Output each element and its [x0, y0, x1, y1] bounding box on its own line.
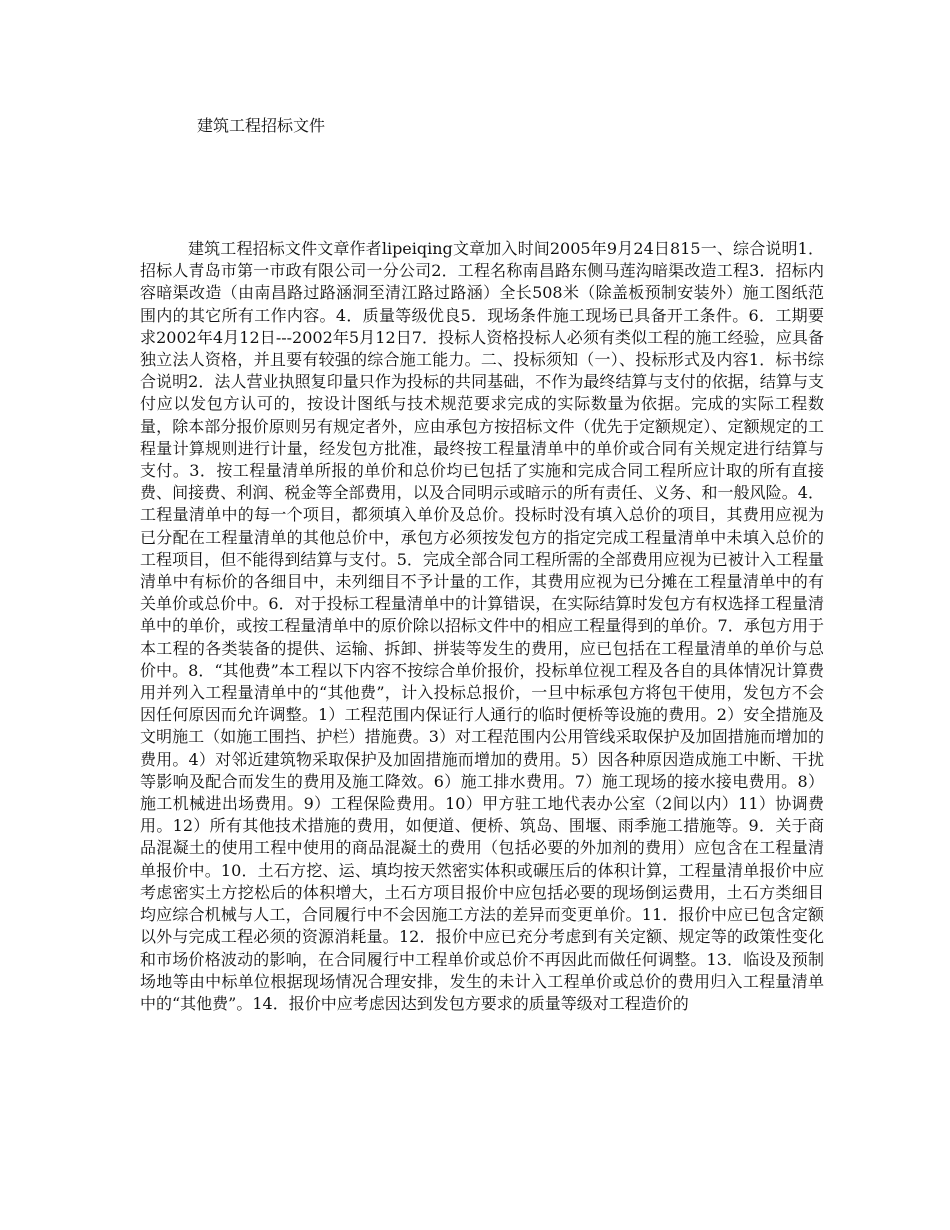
document-body-paragraph: 建筑工程招标文件文章作者lipeiqing文章加入时间2005年9月24日815一、综合说明1．招标人青岛市第一市政有限公司一分公司2．工程名称南昌路东侧马莲沟暗渠改造工程3．招标内容暗渠改造（由南昌路过路涵洞至清江路过路涵）全长508米（除盖板预制安装外）施工图纸范围内的其它所有工作内容。4．质量等级优良5．现场条件施工现场已具备开工条件。6．工期要求2002年4月12日---2002年5月12日7．投标人资格投标人必须有类似工程的施工经验，应具备独立法人资格，并且要有较强的综合施工能力。二、投标须知（一）、投标形式及内容1．标书综合说明2．法人营业执照复印量只作为投标的共同基础，不作为最终结算与支付的依据，结算与支付应以发包方认可的，按设计图纸与技术规范要求完成的实际数量为依据。完成的实际工程数量，除本部分报价原则另有规定者外，应由承包方按招标文件（优先于定额规定）、定额规定的工程量计算规则进行计量，经发包方批准，最终按工程量清单中的单价或合同有关规定进行结算与支付。3．按工程量清单所报的单价和总价均已包括了实施和完成合同工程所应计取的所有直接费、间接费、利润、税金等全部费用，以及合同明示或暗示的所有责任、义务、和一般风险。4．工程量清单中的每一个项目，都须填入单价及总价。投标时没有填入总价的项目，其费用应视为已分配在工程量清单的其他总价中，承包方必须按发包方的指定完成工程量清单中未填入总价的工程项目，但不能得到结算与支付。5．完成全部合同工程所需的全部费用应视为已被计入工程量清单中有标价的各细目中，未列细目不予计量的工作，其费用应视为已分摊在工程量清单中的有关单价或总价中。6．对于投标工程量清单中的计算错误，在实际结算时发包方有权选择工程量清单中的单价，或按工程量清单中的原价除以招标文件中的相应工程量得到的单价。7．承包方用于本工程的各类装备的提供、运输、拆卸、拼装等发生的费用，应已包括在工程量清单的单价与总价中。8．“其他费”本工程以下内容不按综合单价报价，投标单位视工程及各自的具体情况计算费用并列入工程量清单中的“其他费”，计入投标总报价，一旦中标承包方将包干使用，发包方不会因任何原因而允许调整。1）工程范围内保证行人通行的临时便桥等设施的费用。2）安全措施及文明施工（如施工围挡、护栏）措施费。3）对工程范围内公用管线采取保护及加固措施而增加的费用。4）对邻近建筑物采取保护及加固措施而增加的费用。5）因各种原因造成施工中断、干扰等影响及配合而发生的费用及施工降效。6）施工排水费用。7）施工现场的接水接电费用。8）施工机械进出场费用。9）工程保险费用。10）甲方驻工地代表办公室（2间以内）11）协调费用。12）所有其他技术措施的费用，如便道、便桥、筑岛、围堰、雨季施工措施等。9．关于商品混凝土的使用工程中使用的商品混凝土的费用（包括必要的外加剂的费用）应包含在工程量清单报价中。10．土石方挖、运、填均按天然密实体积或碾压后的体积计算，工程量清单报价中应考虑密实土方挖松后的体积增大，土石方项目报价中应包括必要的现场倒运费用，土石方类细目均应综合机械与人工，合同履行中不会因施工方法的差异而变更单价。11．报价中应已包含定额以外与完成工程必须的资源消耗量。12．报价中应已充分考虑到有关定额、规定等的政策性变化和市场价格波动的影响，在合同履行中工程单价或总价不再因此而做任何调整。13．临设及预制场地等由中标单位根据现场情况合理安排，发生的未计入工程单价或总价的费用归入工程量清单中的“其他费”。14．报价中应考虑因达到发包方要求的质量等级对工程造价的: [140, 239, 824, 1013]
document-title: 建筑工程招标文件: [197, 116, 326, 135]
